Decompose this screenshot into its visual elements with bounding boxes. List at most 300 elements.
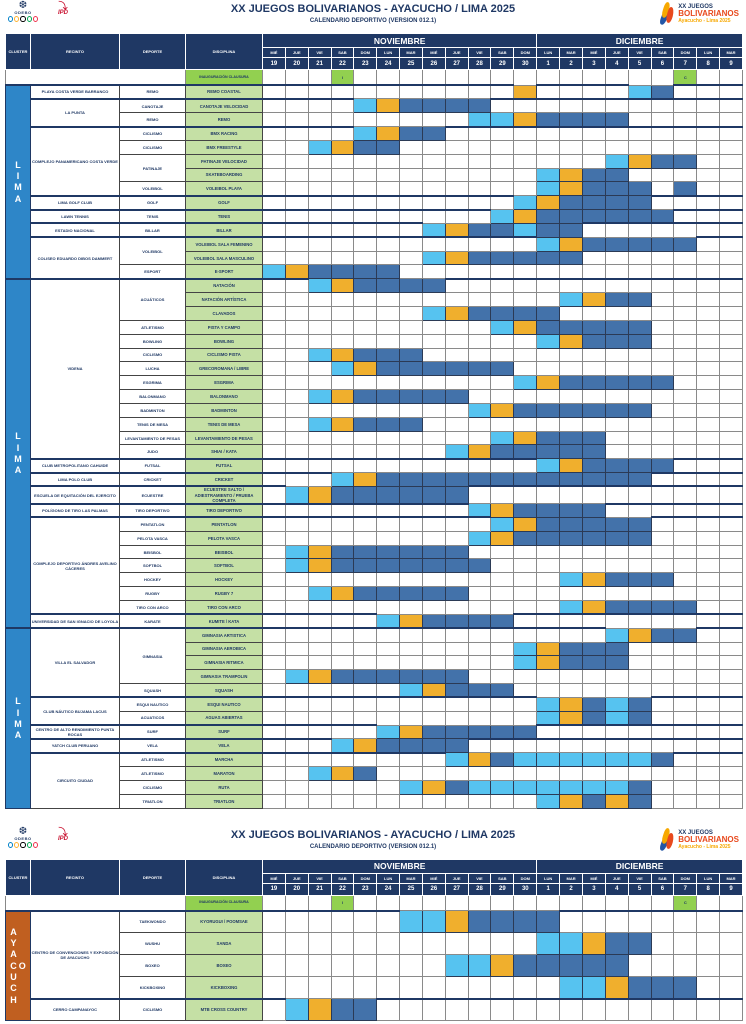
day-cell [354,573,377,587]
day-cell [697,251,720,265]
discipline-cell: BADMINTON [186,403,263,417]
day-cell [468,99,491,113]
day-cell [582,573,605,587]
day-cell [514,473,537,487]
day-cell [491,265,514,279]
day-cell [377,445,400,459]
day-cell [422,279,445,293]
day-cell [308,780,331,794]
day-cell [651,670,674,684]
day-cell [605,417,628,431]
day-cell [400,573,423,587]
day-cell [491,670,514,684]
day-of-week-header: MIÉ [582,873,605,883]
day-cell [582,587,605,601]
cluster-letter: A [14,193,22,204]
day-cell [445,113,468,127]
day-cell [468,656,491,670]
day-cell [560,545,583,559]
day-cell [651,459,674,473]
day-cell [560,473,583,487]
day-cell [514,99,537,113]
day-cell [514,265,537,279]
month-header: DICIEMBRE [537,859,743,873]
day-cell [377,237,400,251]
day-cell [308,348,331,362]
day-cell [674,223,697,237]
date-header: 30 [514,883,537,895]
ceremony-day-cell [445,70,468,86]
day-cell [514,780,537,794]
day-cell [697,445,720,459]
day-cell [445,955,468,977]
day-cell [377,600,400,614]
ceremony-day-cell [308,895,331,911]
day-cell [514,127,537,141]
day-cell [514,642,537,656]
discipline-cell: CANOTAJE VELOCIDAD [186,99,263,113]
day-cell [354,376,377,390]
day-cell [445,196,468,210]
day-cell [331,573,354,587]
day-cell [377,711,400,725]
day-cell [697,614,720,628]
day-cell [400,182,423,196]
day-cell [331,196,354,210]
sport-cell: TIRO DEPORTIVO [120,504,186,518]
day-cell [331,587,354,601]
day-cell [491,600,514,614]
day-cell [377,168,400,182]
date-header: 1 [537,883,560,895]
date-header: 6 [651,883,674,895]
day-cell [674,140,697,154]
day-cell [674,473,697,487]
day-cell [560,642,583,656]
day-cell [445,600,468,614]
ceremony-day-cell [400,895,423,911]
day-cell [331,307,354,321]
ceremony-day-cell [537,70,560,86]
day-cell [422,794,445,808]
day-cell [263,684,286,698]
day-cell [605,445,628,459]
date-header: 29 [491,58,514,70]
date-header: 1 [537,58,560,70]
ceremony-day-cell [491,70,514,86]
day-cell [582,403,605,417]
day-cell [263,417,286,431]
day-cell [720,711,743,725]
day-cell [445,977,468,999]
day-cell [263,559,286,573]
day-cell [674,573,697,587]
day-cell [285,504,308,518]
sport-cell: PELOTA VASCA [120,531,186,545]
day-cell [285,320,308,334]
day-cell [331,154,354,168]
day-cell [651,725,674,739]
day-cell [285,473,308,487]
day-cell [628,473,651,487]
day-cell [491,545,514,559]
cluster-letter: M [14,718,22,729]
day-cell [377,376,400,390]
day-cell [468,334,491,348]
day-cell [560,628,583,642]
page-title: XX JUEGOS BOLIVARIANOS - AYACUCHO / LIMA 2025 [230,828,516,841]
day-cell [605,431,628,445]
day-cell [468,725,491,739]
day-cell [354,725,377,739]
day-cell [674,545,697,559]
day-cell [445,168,468,182]
day-cell [331,348,354,362]
day-cell [377,320,400,334]
day-cell [628,376,651,390]
day-cell [560,293,583,307]
day-cell [605,739,628,753]
day-cell [720,517,743,531]
day-cell [308,445,331,459]
day-cell [582,780,605,794]
day-cell [628,348,651,362]
day-cell [628,486,651,503]
day-cell [263,237,286,251]
day-cell [263,154,286,168]
day-cell [354,210,377,224]
day-cell [720,794,743,808]
day-cell [491,977,514,999]
day-cell [445,362,468,376]
day-cell [491,486,514,503]
day-cell [422,251,445,265]
venue-cell: COMPLEJO PANAMERICANO COSTA VERDE [31,127,120,196]
ceremony-day-cell [285,70,308,86]
day-cell [674,196,697,210]
day-cell [445,642,468,656]
calendar-grid [5,859,743,1022]
day-cell [377,265,400,279]
day-cell [514,911,537,933]
day-cell [354,390,377,404]
day-cell [422,334,445,348]
day-cell [628,711,651,725]
day-cell [514,196,537,210]
day-cell [582,168,605,182]
day-cell [354,587,377,601]
left-logos [8,2,78,22]
discipline-cell: RUTA [186,780,263,794]
day-cell [354,517,377,531]
day-cell [720,334,743,348]
day-cell [400,403,423,417]
day-cell [720,403,743,417]
day-cell [422,168,445,182]
ceremony-day-cell [720,70,743,86]
day-cell [674,113,697,127]
day-cell [400,473,423,487]
day-cell [263,251,286,265]
day-cell [514,445,537,459]
day-cell [354,113,377,127]
day-cell [582,670,605,684]
day-cell [537,670,560,684]
day-cell [605,614,628,628]
day-cell [582,711,605,725]
day-cell [582,725,605,739]
day-cell [537,697,560,711]
sport-cell: ATLETISMO [120,320,186,334]
day-cell [263,320,286,334]
day-cell [263,431,286,445]
day-cell [468,911,491,933]
day-cell [605,911,628,933]
day-cell [560,977,583,999]
day-cell [354,614,377,628]
day-cell [674,251,697,265]
day-cell [720,140,743,154]
day-cell [582,334,605,348]
month-header: NOVIEMBRE [263,859,537,873]
sport-cell: LUCHA [120,362,186,376]
day-cell [537,99,560,113]
day-cell [377,656,400,670]
day-cell [491,780,514,794]
day-cell [560,140,583,154]
day-cell [651,933,674,955]
day-cell [377,642,400,656]
day-cell [697,279,720,293]
day-cell [422,767,445,781]
day-cell [377,697,400,711]
day-cell [285,531,308,545]
day-cell [377,670,400,684]
day-of-week-header: SAB [651,873,674,883]
day-cell [263,348,286,362]
day-cell [651,140,674,154]
day-cell [331,486,354,503]
day-cell [651,431,674,445]
day-cell [400,711,423,725]
day-cell [354,486,377,503]
day-cell [514,320,537,334]
sport-cell: CICLISMO [120,140,186,154]
day-of-week-header: MAR [720,48,743,58]
day-cell [285,279,308,293]
day-cell [674,670,697,684]
sport-cell: BOXEO [120,955,186,977]
sport-cell: ESGRIMA [120,376,186,390]
day-cell [605,933,628,955]
day-cell [514,573,537,587]
table-row [6,459,743,473]
day-cell [331,320,354,334]
day-cell [720,99,743,113]
day-cell [582,320,605,334]
discipline-cell: ECUESTRE SALTO / ADIESTRAMIENTO / PRUEBA COMPLETA [186,486,263,503]
day-cell [468,362,491,376]
day-cell [605,642,628,656]
day-cell [354,656,377,670]
day-cell [537,573,560,587]
day-cell [331,684,354,698]
day-cell [377,977,400,999]
day-cell [354,504,377,518]
day-cell [400,113,423,127]
day-cell [445,794,468,808]
day-cell [628,99,651,113]
day-cell [445,417,468,431]
sport-cell: TAEKWONDO [120,911,186,933]
day-cell [582,517,605,531]
sport-cell: CANOTAJE [120,99,186,113]
day-cell [468,168,491,182]
day-cell [537,85,560,99]
day-cell [445,210,468,224]
day-cell [285,334,308,348]
day-cell [582,486,605,503]
table-row [6,911,743,933]
date-header: 26 [422,58,445,70]
day-cell [491,614,514,628]
day-cell [605,348,628,362]
day-cell [263,279,286,293]
date-header: 19 [263,883,286,895]
table-row [6,614,743,628]
day-cell [537,911,560,933]
cluster-letters [6,696,30,740]
day-cell [560,459,583,473]
day-cell [720,473,743,487]
day-cell [445,531,468,545]
day-cell [651,573,674,587]
day-cell [308,334,331,348]
day-of-week-header: DOM [354,48,377,58]
day-cell [537,656,560,670]
day-cell [400,223,423,237]
day-cell [377,362,400,376]
day-cell [651,182,674,196]
day-cell [605,600,628,614]
day-cell [468,320,491,334]
day-cell [720,600,743,614]
venue-cell: COMPLEJO DEPORTIVO ÁNDRES AVELINO CÁCERES [31,517,120,614]
day-cell [582,753,605,767]
day-cell [400,417,423,431]
day-cell [285,251,308,265]
discipline-cell: BOWLING [186,334,263,348]
day-cell [605,113,628,127]
day-cell [697,320,720,334]
day-cell [422,99,445,113]
day-cell [400,697,423,711]
day-cell [651,711,674,725]
day-cell [285,739,308,753]
ceremony-day-cell: C [674,70,697,86]
day-cell [697,182,720,196]
day-cell [468,670,491,684]
day-cell [628,251,651,265]
day-cell [697,977,720,999]
day-cell [560,725,583,739]
day-of-week-header: DOM [354,873,377,883]
ceremony-day-cell [605,70,628,86]
ceremony-day-cell [651,895,674,911]
sport-cell: ACUÁTICOS [120,279,186,321]
day-cell [628,362,651,376]
day-cell [354,999,377,1021]
day-cell [560,348,583,362]
day-cell [514,656,537,670]
date-header: 4 [605,58,628,70]
day-cell [331,955,354,977]
day-cell [308,182,331,196]
day-cell [560,362,583,376]
day-cell [628,545,651,559]
day-of-week-header: JUE [605,873,628,883]
venue-cell: CENTRO DE ALTO RENDIMIENTO PUNTA ROCAS [31,725,120,739]
day-cell [491,390,514,404]
games-logo-line3: Ayacucho - Lima 2025 [678,18,731,24]
day-cell [400,307,423,321]
day-of-week-header: MAR [560,873,583,883]
day-cell [605,362,628,376]
day-cell [422,348,445,362]
day-cell [537,614,560,628]
day-cell [605,265,628,279]
day-cell [400,85,423,99]
day-cell [537,955,560,977]
day-cell [537,362,560,376]
day-of-week-header: VIE [308,48,331,58]
day-cell [468,237,491,251]
day-cell [468,445,491,459]
day-cell [674,753,697,767]
day-cell [560,753,583,767]
day-cell [582,182,605,196]
day-cell [720,85,743,99]
day-cell [285,154,308,168]
day-cell [651,196,674,210]
ceremony-blank [6,895,186,911]
table-row [6,237,743,251]
discipline-cell: KICKBOXING [186,977,263,999]
day-cell [651,154,674,168]
day-cell [720,933,743,955]
day-cell [537,390,560,404]
day-cell [674,767,697,781]
day-cell [422,459,445,473]
day-cell [560,656,583,670]
venue-cell: VIDENA [31,279,120,459]
sport-cell: REMO [120,113,186,127]
day-cell [308,140,331,154]
day-cell [285,725,308,739]
discipline-cell: CLAVADOS [186,307,263,321]
ceremony-day-cell: I [331,70,354,86]
date-header: 25 [400,883,423,895]
day-cell [537,307,560,321]
discipline-cell: BEISBOL [186,545,263,559]
ceremony-day-cell [537,895,560,911]
day-of-week-header: LUN [377,48,400,58]
day-cell [422,417,445,431]
day-cell [331,977,354,999]
day-cell [354,600,377,614]
day-cell [697,794,720,808]
day-cell [422,628,445,642]
